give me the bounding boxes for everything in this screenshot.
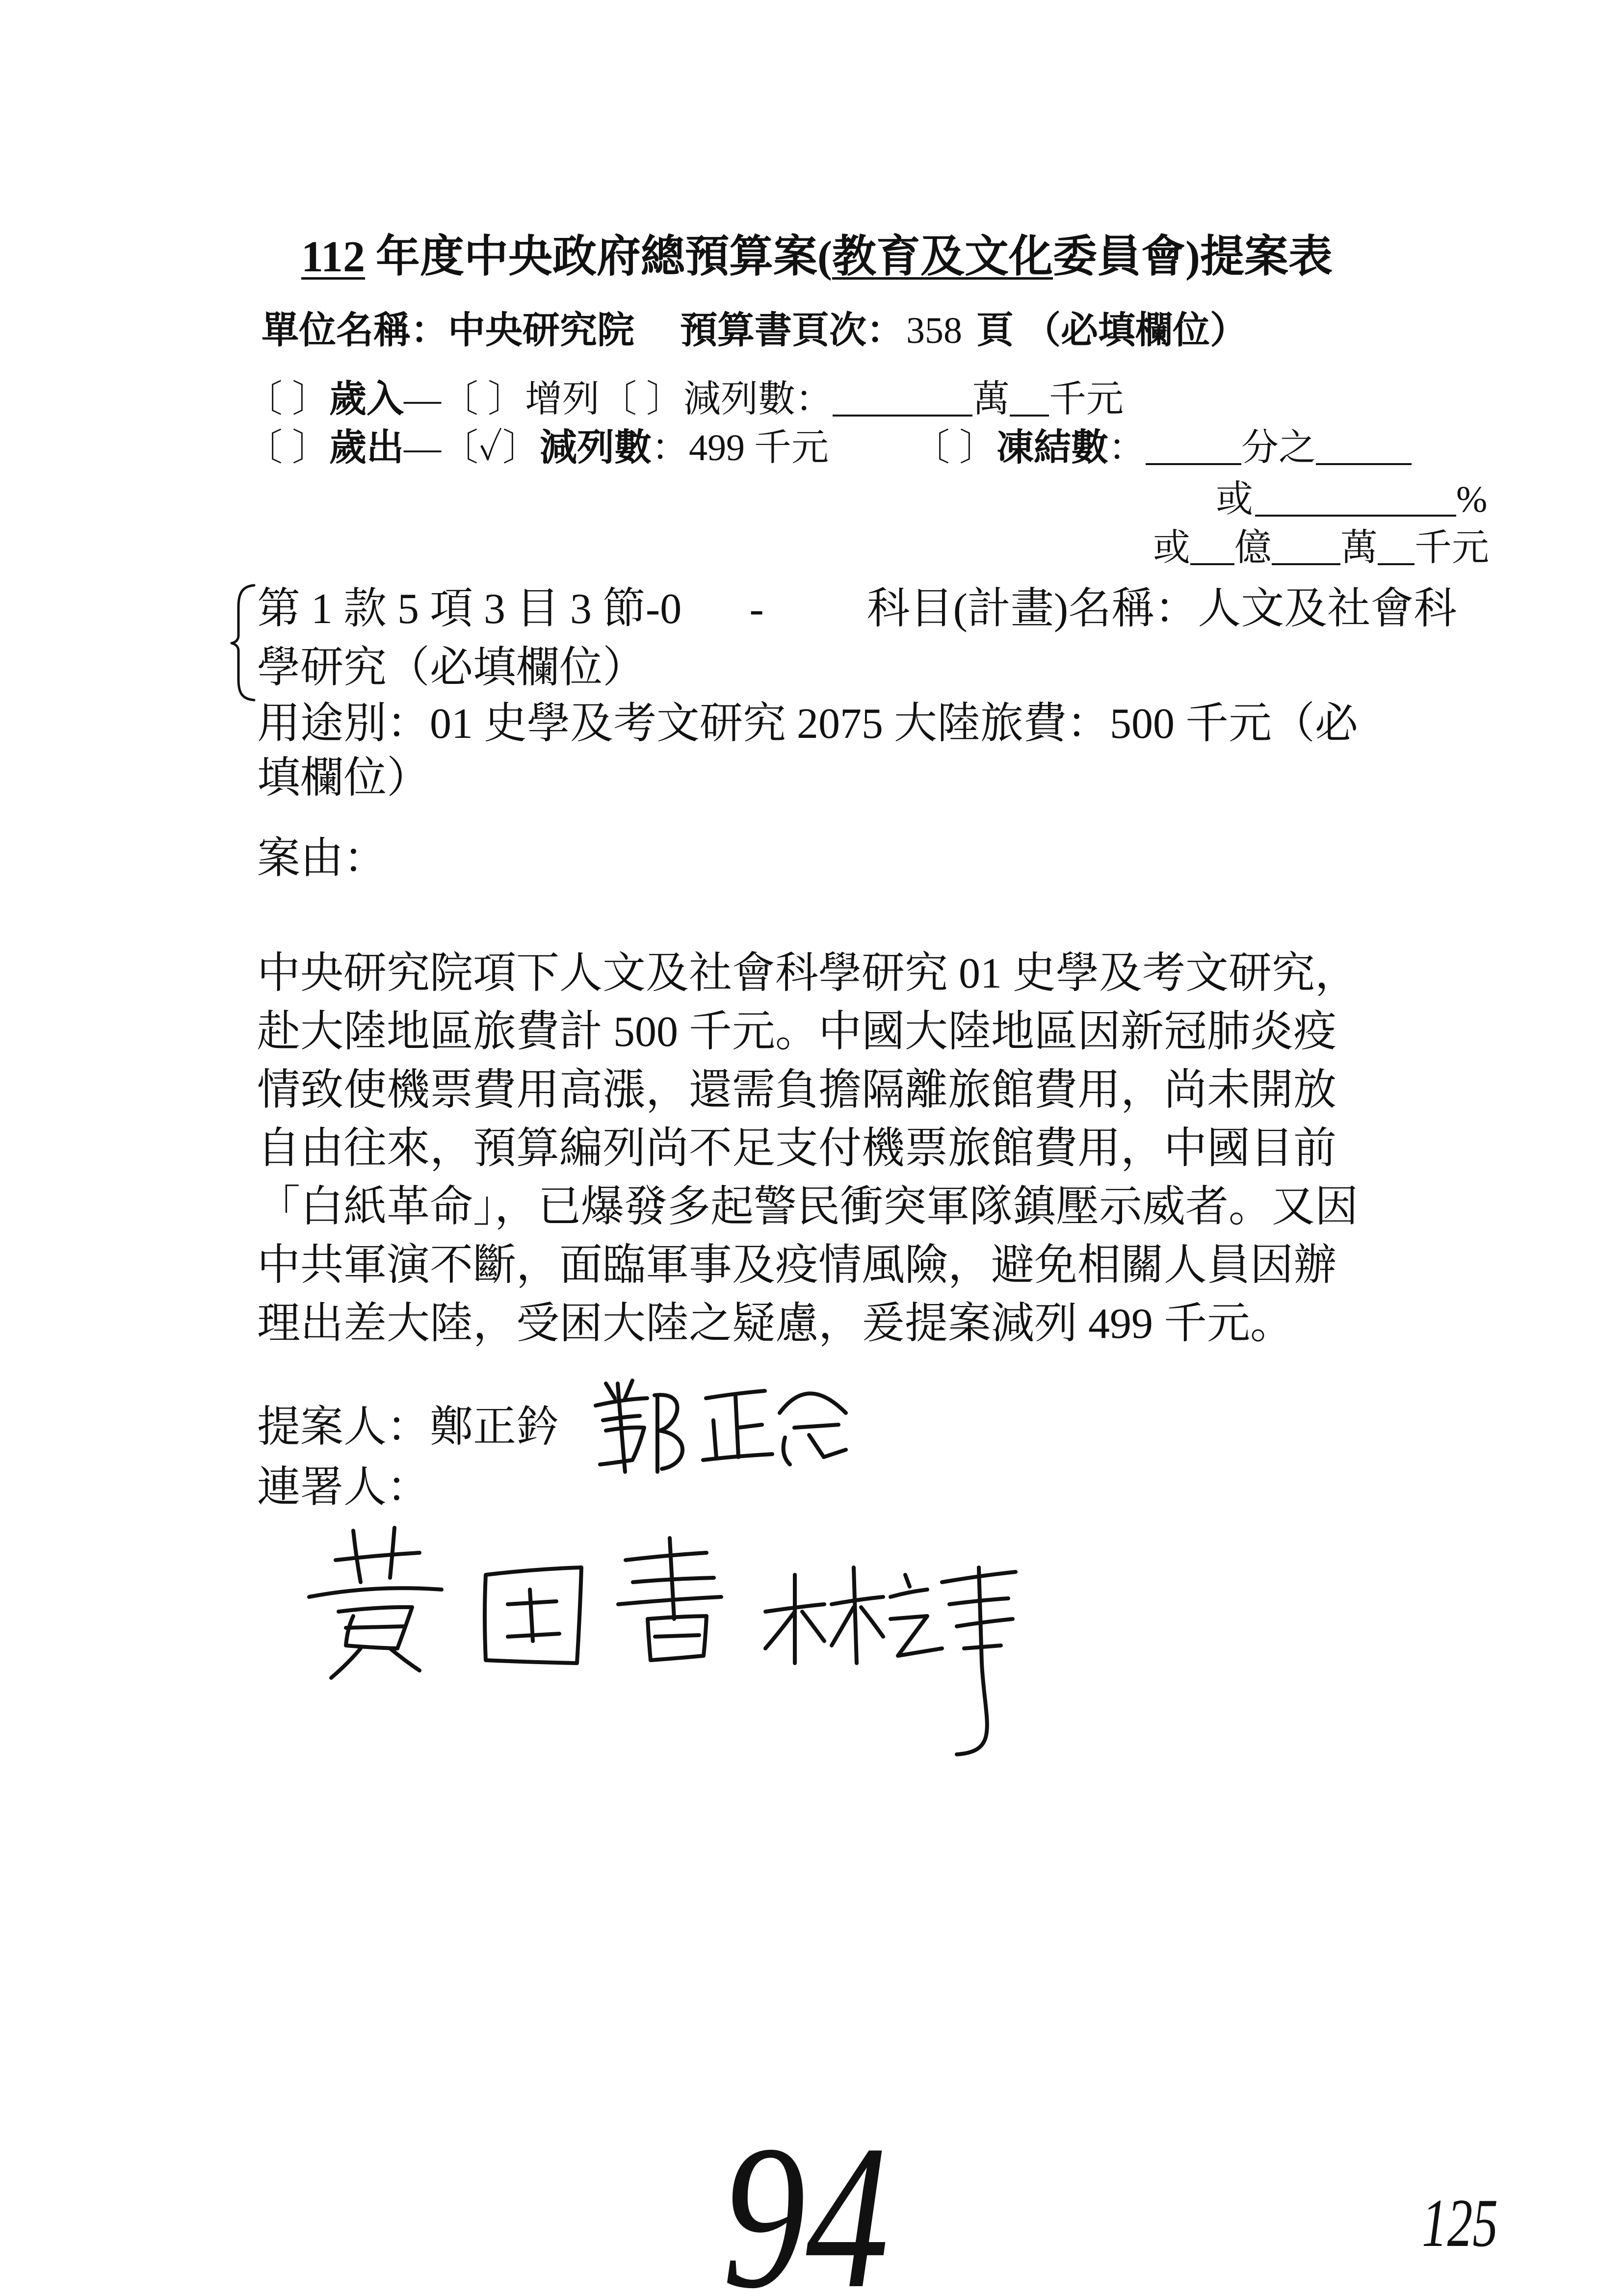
revenue-dash: — xyxy=(404,379,441,420)
proposer-signature xyxy=(584,1369,864,1477)
item-dash: - xyxy=(749,585,764,633)
cosigner-label: 連署人： xyxy=(257,1464,430,1512)
freeze-qian-unit: 千元 xyxy=(1414,527,1489,569)
freeze-percent-row xyxy=(1216,477,1487,522)
freeze-fraction: 分之 xyxy=(1241,427,1316,469)
revenue-row xyxy=(245,377,1124,421)
cosigner-signature-1 xyxy=(309,1528,721,1678)
reason-line: 理出差大陸，受困大陸之疑慮，爰提案減列 499 千元。 xyxy=(257,1300,1294,1348)
handwritten-page-number-text: 94 xyxy=(722,2103,889,2296)
cosigner-signatures xyxy=(294,1516,1030,1766)
title-text-b: 委員會)提案表 xyxy=(1053,233,1333,281)
cut-checkbox: 〔✓〕 xyxy=(441,427,540,469)
handwritten-sheet-number xyxy=(1418,2185,1506,2261)
freeze-label: 凍結數 xyxy=(996,427,1109,469)
subject-name-line-2: 學研究（必填欄位） xyxy=(257,644,646,692)
freeze-percent-sign: % xyxy=(1456,479,1488,520)
revenue-wan-unit: 萬 xyxy=(972,379,1010,420)
budget-page-unit: 頁 xyxy=(976,310,1014,351)
reason-line: 情致使機票費用高漲，還需負擔隔離旅館費用，尚未開放 xyxy=(257,1067,1337,1114)
required-note: （必填欄位） xyxy=(1023,310,1247,351)
increase-label: 增列 xyxy=(525,379,600,420)
budget-page-number: 358 xyxy=(906,310,962,351)
title-committee: 教育及文化 xyxy=(832,233,1053,281)
title-year: 112 xyxy=(301,233,366,281)
revenue-wan-blank xyxy=(833,385,972,417)
freeze-amount-row xyxy=(1153,526,1489,570)
freeze-qian-blank xyxy=(1378,534,1414,565)
reason-line: 中共軍演不斷，面臨軍事及疫情風險，避免相關人員因辦 xyxy=(257,1242,1337,1289)
item-code-row xyxy=(257,584,1457,635)
form-title xyxy=(301,231,1333,283)
freeze-yi-blank xyxy=(1190,534,1234,565)
freeze-denominator-blank xyxy=(1316,434,1412,465)
proposer-name: 鄭正鈐 xyxy=(430,1404,560,1451)
freeze-colon: ： xyxy=(1108,427,1146,469)
unit-name: 單位名稱：中央研究院 xyxy=(262,310,634,351)
proposer-label: 提案人： xyxy=(257,1404,430,1451)
freeze-wan-blank xyxy=(1272,534,1340,565)
cut-amount: ：499 千元 xyxy=(652,427,829,469)
cut-label: 減列數 xyxy=(540,427,652,469)
expenditure-dash: — xyxy=(404,427,441,469)
expenditure-label: 歲出 xyxy=(329,427,404,469)
freeze-percent-or: 或 xyxy=(1216,479,1253,520)
reason-line: 自由往來，預算編列尚不足支付機票旅館費用，中國目前 xyxy=(257,1125,1337,1173)
freeze-checkbox: 〔 〕 xyxy=(913,427,997,469)
expenditure-row xyxy=(245,426,1412,470)
reason-paragraph xyxy=(257,944,1358,1353)
handwritten-page-number xyxy=(716,2103,913,2296)
freeze-yi-unit: 億 xyxy=(1234,527,1272,569)
revenue-label: 歲入 xyxy=(329,379,404,420)
expenditure-checkbox: 〔 〕 xyxy=(245,427,329,469)
freeze-amount-or: 或 xyxy=(1153,527,1190,569)
freeze-numerator-blank xyxy=(1146,434,1241,465)
increase-checkbox: 〔 〕 xyxy=(441,379,525,420)
decrease-checkbox: 〔 〕 xyxy=(600,379,683,420)
handwritten-sheet-number-text: 125 xyxy=(1422,2185,1498,2261)
proposer-row xyxy=(257,1402,559,1453)
reason-label: 案由： xyxy=(257,835,387,883)
reason-line: 赴大陸地區旅費計 500 千元。中國大陸地區因新冠肺炎疫 xyxy=(257,1008,1337,1056)
cosigner-signature-2 xyxy=(765,1567,1016,1754)
freeze-wan-unit: 萬 xyxy=(1340,527,1378,569)
reason-line: 中央研究院項下人文及社會科學研究 01 史學及考文研究， xyxy=(257,950,1359,997)
usage-line-1: 用途別：01 史學及考文研究 2075 大陸旅費：500 千元（必 xyxy=(257,700,1359,748)
subject-name-line-1: 科目(計畫)名稱：人文及社會科 xyxy=(866,585,1457,633)
revenue-qian-unit: 千元 xyxy=(1049,379,1124,420)
title-text-a: 年度中央政府總預算案( xyxy=(376,233,833,281)
item-code: 第 1 款 5 項 3 目 3 節-0 xyxy=(257,585,682,633)
item-bracket xyxy=(226,581,260,704)
revenue-qian-blank xyxy=(1010,385,1049,417)
freeze-percent-blank xyxy=(1255,485,1456,517)
revenue-checkbox: 〔 〕 xyxy=(245,379,329,420)
decrease-label: 減列數： xyxy=(683,379,833,420)
reason-line: 「白紙革命」，已爆發多起警民衝突軍隊鎮壓示威者。又因 xyxy=(257,1183,1359,1231)
usage-line-2: 填欄位） xyxy=(257,755,430,802)
budget-page-label: 預算書頁次： xyxy=(680,310,904,351)
unit-info-row xyxy=(262,309,1247,353)
